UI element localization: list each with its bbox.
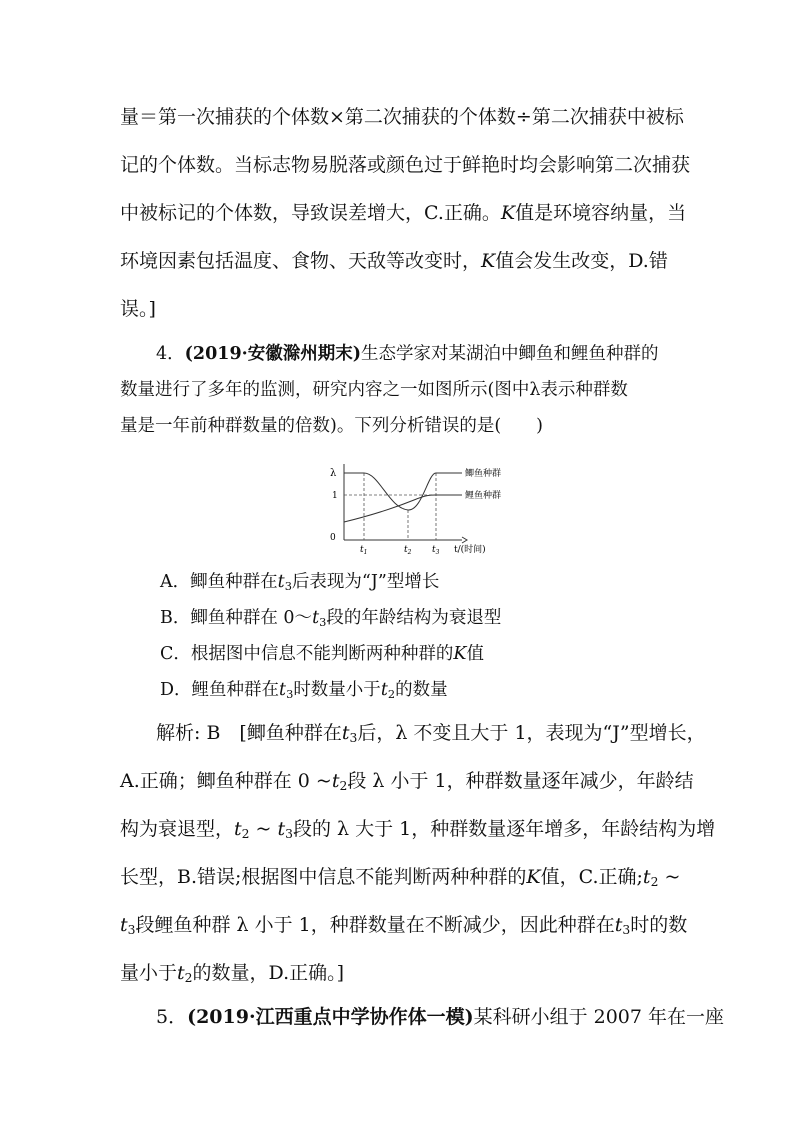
text-segment: 值是环境容纳量，当 [515,202,687,224]
prev-answer-line-5: 误。] [120,298,156,320]
subscript: 3 [622,923,631,938]
text-segment: 后，λ 不变且大于 1，表现为“J”型增长， [357,722,706,744]
question-source: (2019·安徽滁州期末) [184,344,361,364]
prev-answer-line-1: 量＝第一次捕获的个体数×第二次捕获的个体数÷第二次捕获中被标 [120,106,684,128]
analysis-line-5 [120,910,688,938]
subscript: 2 [387,686,396,701]
t-symbol: t [120,914,128,936]
y-axis-label: λ [330,468,337,479]
x-axis-label: t/(时间) [454,545,486,555]
subscript: 2 [339,779,348,794]
t-symbol: t [234,818,242,840]
t-symbol: t [341,722,350,744]
text-segment: 构为衰退型， [120,818,235,840]
text-segment: 解析: B [鲫鱼种群在 [156,722,342,744]
legend-common-carp: 鲤鱼种群 [465,491,502,501]
option-text: 后表现为“J”型增长 [291,572,440,592]
text-segment: A.正确；鲫鱼种群在 0 ~ [120,770,332,792]
subscript: 3 [286,686,294,701]
option-a [160,568,439,593]
question-source: (2019·江西重点中学协作体一模) [187,1006,474,1028]
option-text: A．鲫鱼种群在 [160,572,278,592]
option-d [160,676,448,701]
k-symbol: K [500,202,516,224]
lambda-chart [324,460,524,560]
subscript: 3 [349,731,358,746]
text-segment: 段 λ 小于 1，种群数量逐年减少，年龄结 [347,770,694,792]
t-symbol: t [277,818,286,840]
text-segment: ~ [249,818,278,840]
question-4-stem-3: 量是一年前种群数量的倍数)。下列分析错误的是( ) [120,416,543,436]
subscript: 2 [650,875,659,890]
t-symbol: t [177,962,185,984]
option-text: 时数量小于 [293,680,381,700]
question-4-stem-2: 数量进行了多年的监测，研究内容之一如图所示(图中λ表示种群数 [120,380,628,400]
x-tick-t1: $t_1$ [360,545,368,556]
option-text: C．根据图中信息不能判断两种种群的 [160,644,454,664]
subscript: 3 [319,614,327,629]
subscript: 3 [285,827,294,842]
text-segment: 的数量，D.正确。] [192,962,345,984]
text-segment: 段的 λ 大于 1，种群数量逐年增多，年龄结构为增 [293,818,716,840]
question-number: 5． [156,1006,188,1028]
t-symbol: t [279,680,287,700]
option-text: D．鲤鱼种群在 [160,680,280,700]
question-text: 某科研小组于 2007 年在一座 [473,1006,725,1028]
subscript: 2 [241,827,250,842]
k-symbol: K [453,644,467,664]
text-segment: 时的数 [630,914,688,936]
t-symbol: t [312,608,320,628]
option-text: 值 [466,644,484,664]
text-segment: 中被标记的个体数，导致误差增大，C.正确。 [120,202,501,224]
option-c [160,640,484,665]
analysis-line-3 [120,814,716,842]
text-segment: 值会发生改变，D.错 [495,250,668,272]
option-text: 的数量 [395,680,448,700]
text-segment: 量小于 [120,962,178,984]
text-segment: 段鲤鱼种群 λ 小于 1，种群数量在不断减少，因此种群在 [135,914,615,936]
x-tick-t2: $t_2$ [404,545,412,556]
prev-answer-line-2: 记的个体数。当标志物易脱落或颜色过于鲜艳时均会影响第二次捕获 [120,154,691,176]
text-segment: 长型，B.错误;根据图中信息不能判断两种种群的 [120,866,527,888]
subscript: 3 [127,923,136,938]
text-segment: ~ [658,866,681,888]
question-4-stem-1 [156,340,676,365]
analysis-line-4 [120,862,681,890]
prev-answer-line-3 [120,198,687,225]
option-text: 段的年龄结构为衰退型 [326,608,502,628]
t-symbol: t [331,770,340,792]
option-text: B．鲫鱼种群在 0～ [160,608,313,628]
prev-answer-line-4 [120,246,676,273]
subscript: 3 [284,578,292,593]
k-symbol: K [481,250,496,272]
legend-crucian-carp: 鲫鱼种群 [465,469,502,479]
x-axis-arrow [462,537,467,543]
t-symbol: t [380,680,388,700]
t-symbol: t [614,914,623,936]
y-tick-1: 1 [332,491,338,501]
subscript: 2 [184,971,193,986]
question-number: 4． [156,344,185,364]
x-tick-t3: $t_3$ [432,545,440,556]
option-b [160,604,501,629]
text-segment: 环境因素包括温度、食物、天敌等改变时， [120,250,482,272]
analysis-line-1 [156,718,706,746]
k-symbol: K [526,866,541,888]
t-symbol: t [642,866,651,888]
y-tick-0: 0 [330,533,336,543]
analysis-line-6 [120,958,676,985]
analysis-line-2 [120,766,694,794]
t-symbol: t [277,572,285,592]
text-segment: 值，C.正确; [540,866,643,888]
question-5-stem-1 [156,1002,725,1029]
question-text: 生态学家对某湖泊中鲫鱼和鲤鱼种群的 [361,344,659,364]
